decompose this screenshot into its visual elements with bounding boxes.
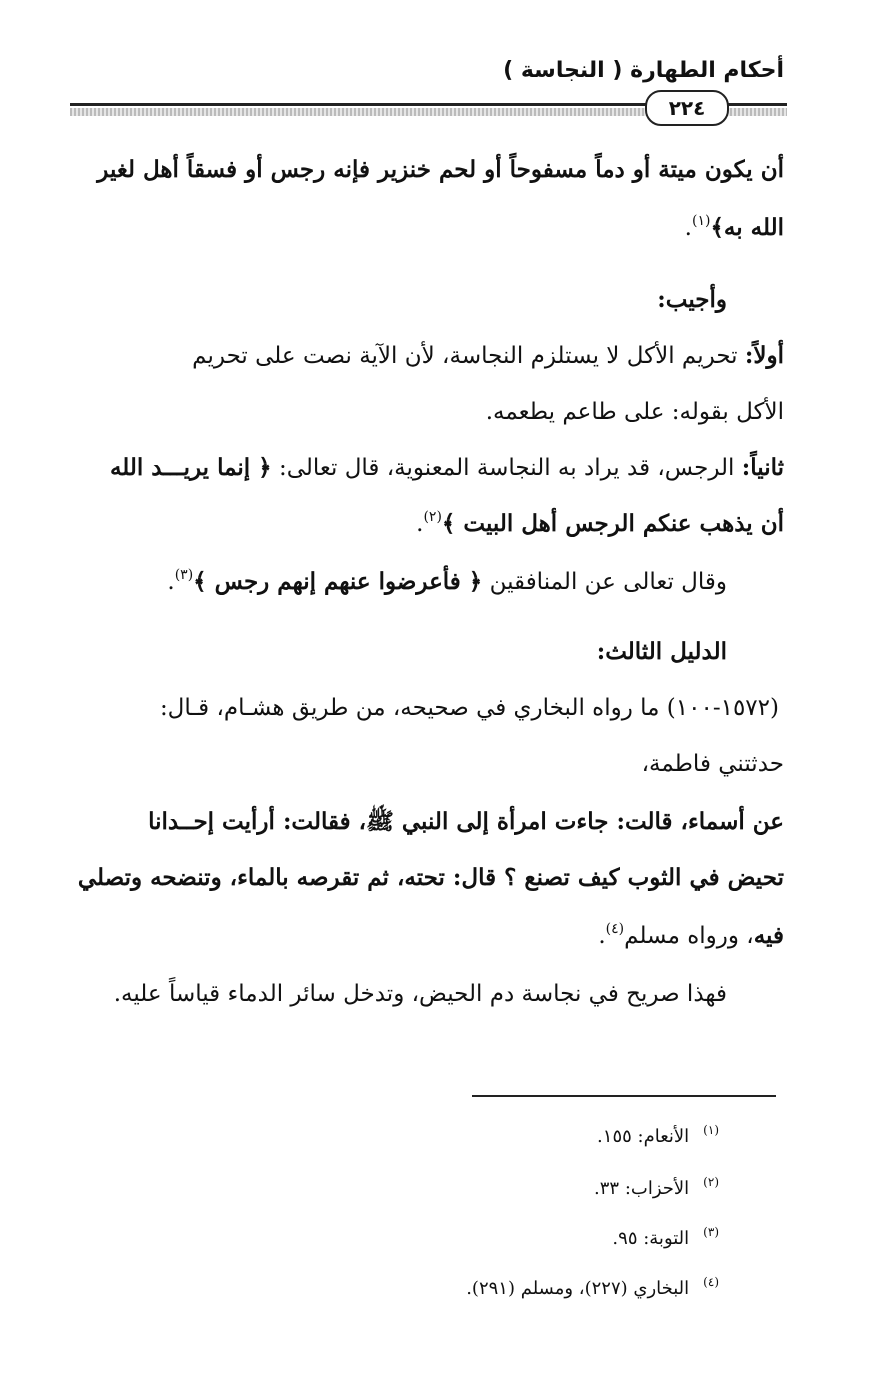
quran-quote-tawbah: ﴿ فأعرضوا عنهم إنهم رجس ﴾: [193, 568, 483, 595]
text-line-2: [685, 212, 784, 247]
text-line-4: الأكل بقوله: على طاعم يطعمه.: [485, 399, 784, 425]
footnote-text: الأنعام: ١٥٥.: [597, 1126, 690, 1147]
footnote-2: [594, 1176, 719, 1203]
footnote-3: [612, 1226, 719, 1253]
page-number-badge: ٢٢٤: [645, 90, 729, 126]
running-header-title: أحكام الطهارة ( النجاسة ): [503, 58, 784, 83]
footnote-ref-4: (٤): [605, 921, 625, 937]
text-period: .: [167, 569, 175, 595]
text-line-6: [416, 508, 784, 543]
section-heading-answer: وأجيب:: [657, 286, 727, 313]
text-line-conclusion: فهذا صريح في نجاسة دم الحيض، وتدخل سائر الدماء قياساً عليه.: [113, 981, 727, 1007]
quran-quote-start: ﴿ إنما يريـــد الله: [109, 454, 272, 481]
point-label-first: أولاً:: [744, 342, 784, 369]
text-line-8: (١٥٧٢-١٠٠) ما رواه البخاري في صحيحه، من طريق هشـام، قـال:: [159, 695, 779, 721]
point-text-second: الرجس، قد يراد به النجاسة المعنوية، قال تعالى:: [271, 455, 742, 481]
hadith-line-2: تحيض في الثوب كيف تصنع ؟ قال: تحته، ثم تقرصه بالماء، وتنضحه وتصلي: [77, 864, 784, 891]
hadith-end: فيه: [753, 922, 784, 949]
footnote-number: (٢): [703, 1175, 719, 1189]
text-period: .: [598, 923, 606, 949]
footnote-ref-3: (٣): [174, 567, 194, 583]
text-line-7: [167, 566, 727, 601]
hadith-line-3: [598, 920, 784, 955]
text-period: .: [684, 215, 692, 241]
footnote-number: (٣): [703, 1225, 719, 1239]
footnote-text: التوبة: ٩٥.: [612, 1228, 690, 1249]
footnote-4: [466, 1276, 719, 1303]
text-munafiqin: وقال تعالى عن المنافقين: [482, 569, 727, 595]
point-label-second: ثانياً:: [741, 454, 784, 481]
text-line-second-point: [110, 452, 784, 484]
footnote-text: الأحزاب: ٣٣.: [594, 1178, 690, 1199]
footnote-ref-2: (٢): [423, 509, 442, 525]
point-text-first: تحريم الأكل لا يستلزم النجاسة، لأن الآية نصت على تحريم: [192, 343, 745, 369]
text-line-first-point: [192, 340, 784, 372]
footnote-number: (٤): [703, 1275, 719, 1289]
text-narrated-muslim: ، ورواه مسلم: [624, 923, 754, 949]
footnote-ref-1: (١): [691, 213, 711, 229]
hadith-line-1: عن أسماء، قالت: جاءت امرأة إلى النبي ﷺ، فقالت: أرأيت إحــدانا: [148, 808, 784, 835]
text-period: .: [416, 511, 424, 537]
footnote-1: [597, 1124, 719, 1151]
section-heading-third-evidence: الدليل الثالث:: [596, 638, 727, 665]
footnote-text: البخاري (٢٢٧)، ومسلم (٢٩١).: [466, 1278, 690, 1299]
quran-quote-end: الله به﴾: [710, 214, 784, 241]
text-line-9: حدثتني فاطمة،: [641, 751, 784, 777]
quran-quote-ahzab: أن يذهب عنكم الرجس أهل البيت ﴾: [441, 510, 784, 537]
footnote-number: (١): [703, 1123, 719, 1137]
text-line-1: أن يكون ميتة أو دماً مسفوحاً أو لحم خنزير فإنه رجس أو فسقاً أهل لغير: [97, 156, 784, 183]
footnote-separator: [472, 1095, 776, 1097]
